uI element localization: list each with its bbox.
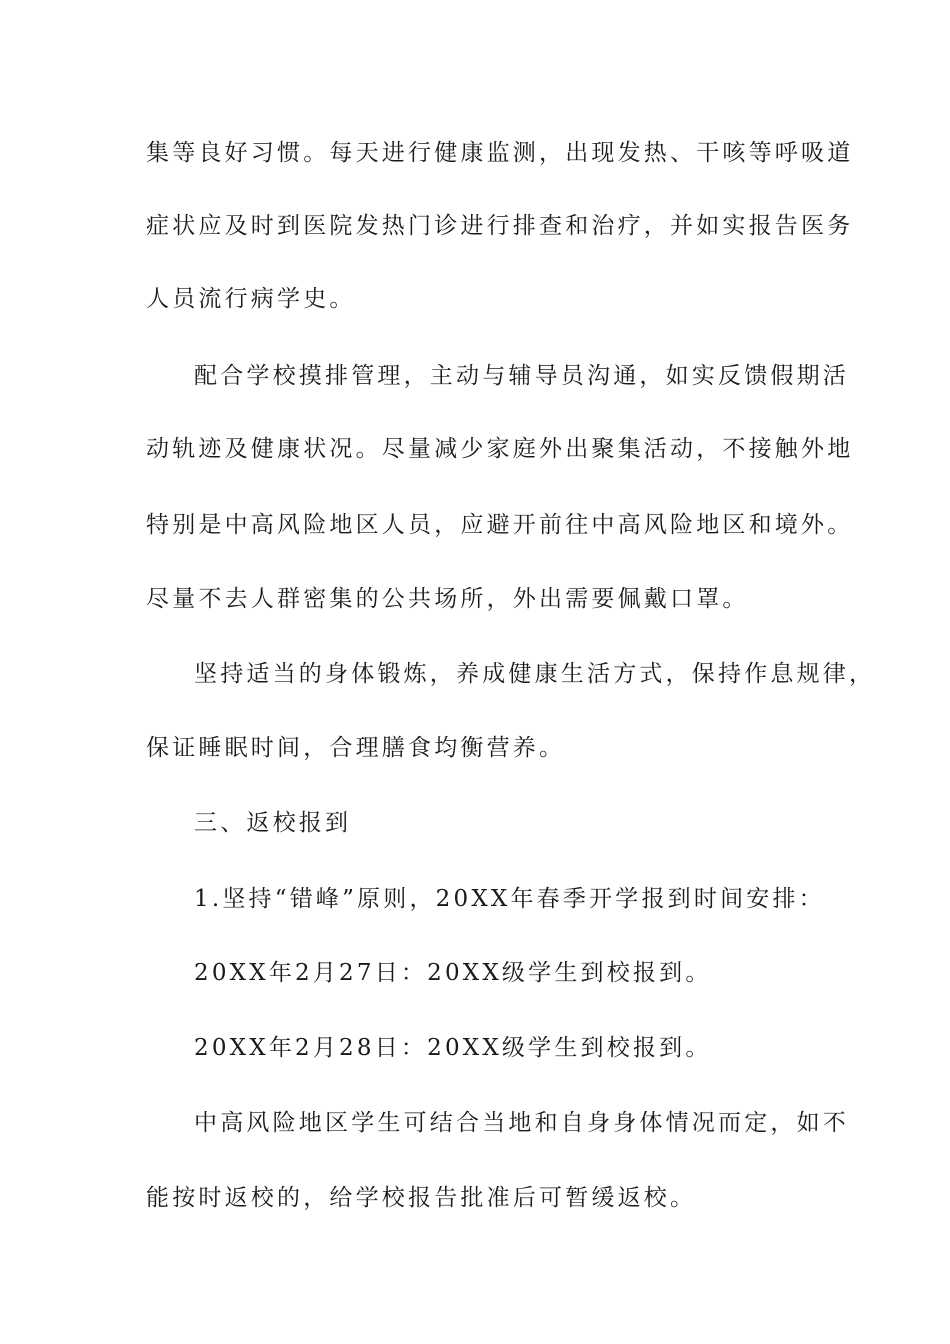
- text-line: 1.坚持“错峰”原则，20XX年春季开学报到时间安排：: [194, 886, 825, 912]
- text-line: 特别是中高风险地区人员，应避开前往中高风险地区和境外。: [146, 512, 854, 538]
- text-line: 中高风险地区学生可结合当地和自身身体情况而定，如不: [194, 1110, 849, 1136]
- text-line: 20XX年2月28日：20XX级学生到校报到。: [194, 1035, 712, 1061]
- text-line: 尽量不去人群密集的公共场所，外出需要佩戴口罩。: [146, 586, 749, 612]
- text-line: 集等良好习惯。每天进行健康监测，出现发热、干咳等呼吸道: [146, 140, 854, 166]
- text-line: 坚持适当的身体锻炼，养成健康生活方式，保持作息规律，: [194, 661, 876, 687]
- text-line: 保证睡眠时间，合理膳食均衡营养。: [146, 735, 566, 761]
- section-heading: 三、返校报到: [194, 810, 352, 836]
- text-line: 动轨迹及健康状况。尽量减少家庭外出聚集活动，不接触外地: [146, 436, 854, 462]
- text-line: 20XX年2月27日：20XX级学生到校报到。: [194, 960, 712, 986]
- text-line: 人员流行病学史。: [146, 286, 356, 312]
- text-line: 能按时返校的，给学校报告批准后可暂缓返校。: [146, 1185, 697, 1211]
- text-line: 配合学校摸排管理，主动与辅导员沟通，如实反馈假期活: [194, 363, 849, 389]
- text-line: 症状应及时到医院发热门诊进行排查和治疗，并如实报告医务: [146, 213, 854, 239]
